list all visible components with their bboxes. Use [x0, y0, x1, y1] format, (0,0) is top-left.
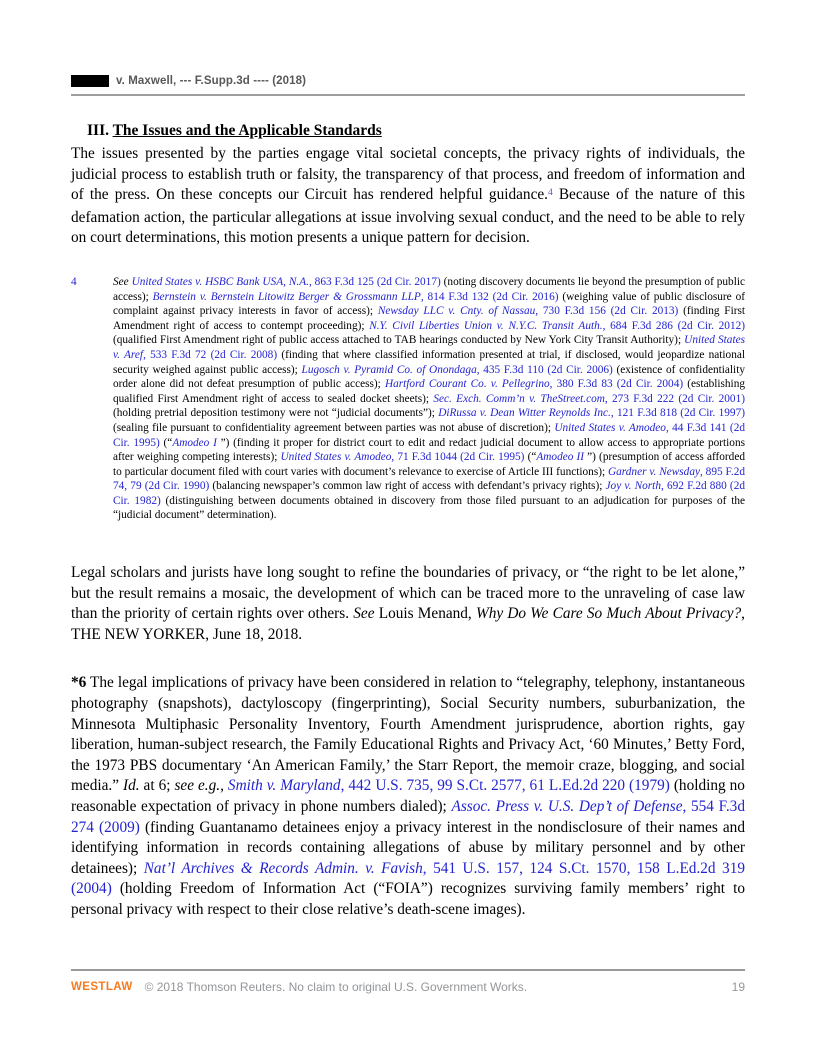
text-run: (“ [524, 451, 537, 464]
text-run: Because of the nature of this defamation action, the particular allegations at issue involving sexual conduct, and the need to be able to rely on court determinations, this motion presents a unique pattern for decision. [71, 186, 745, 247]
citation-link[interactable]: Bernstein v. Bernstein Litowitz Berger & Grossmann LLP [152, 290, 421, 303]
citation-link[interactable]: Sec. Exch. Comm’n v. TheStreet.com [433, 392, 605, 405]
text-run: (distinguishing between documents obtained in discovery from those filed pursuant to an adjudication for purposes of the “judicial document” determination). [113, 494, 745, 522]
citation-link[interactable]: , 273 F.3d 222 (2d Cir. 2001) [604, 392, 745, 405]
text-run: (qualified First Amendment right of public access attached to TAB hearings conducted by New York City Transit Authority); [113, 334, 685, 347]
citation-link[interactable]: Gardner v. Newsday [607, 465, 700, 478]
text-run: (balancing newspaper’s common law right of access with defendant’s privacy rights); [209, 480, 606, 493]
citation-link[interactable]: , 533 F.3d 72 (2d Cir. 2008) [143, 348, 278, 361]
text-run: (finding First Amendment right of access to contempt proceeding); [113, 305, 746, 332]
text-run: The issues presented by the parties engage vital societal concepts, the privacy rights of individuals, the judicial process to establish truth or falsity, the transparency of that process, and freedom of information and of the press. On these concepts our Circuit has rendered helpful guidance. [71, 145, 745, 204]
text-run: (noting discovery documents lie beyond the presumption of public access); [113, 275, 745, 303]
text-run: ”) (presumption of access afforded to particular document filed with court varies with document’s relevance to exercise of Article III functions); [113, 451, 745, 478]
citation-link[interactable]: Joy v. North [605, 480, 661, 493]
text-run: See [113, 275, 132, 288]
text-run: (holding pretrial deposition testimony were not “judicial documents”); [113, 407, 439, 420]
case-citation-header: v. Maxwell, --- F.Supp.3d ---- (2018) [116, 75, 307, 87]
citation-link[interactable]: , 435 F.3d 110 (2d Cir. 2006) [476, 363, 613, 376]
citation-link[interactable]: Amodeo II [536, 451, 585, 464]
citation-link[interactable]: , 692 F.2d 880 (2d Cir. 1982) [113, 480, 745, 507]
footnote-ref[interactable]: 4 [547, 187, 553, 198]
paragraph-star6 [71, 673, 745, 920]
text-run: at 6; [139, 777, 175, 795]
paragraph-legal-scholars [71, 563, 745, 645]
citation-link[interactable]: United States v. Amodeo [280, 451, 392, 464]
redacted-party-name [71, 75, 109, 87]
citation-link[interactable]: DiRussa v. Dean Witter Reynolds Inc. [438, 407, 611, 420]
text-run: (weighing value of public disclosure of complaint against privacy interests in favor of access); [113, 290, 745, 318]
copyright-notice: © 2018 Thomson Reuters. No claim to original U.S. Government Works. [144, 980, 528, 994]
citation-link[interactable]: , 684 F.3d 286 (2d Cir. 2012) [602, 319, 745, 332]
text-run: Id. [122, 777, 140, 795]
citation-link[interactable]: , 541 U.S. 157, 124 S.Ct. 1570, 158 L.Ed.2d 319 (2004) [71, 859, 745, 898]
citation-link[interactable]: , 554 F.3d 274 (2009) [71, 798, 745, 836]
section-numeral: III. [87, 122, 109, 139]
text-run: ”) (finding it proper for district court to edit and redact judicial document to allow access to appropriate portions after weighing competing interests); [113, 436, 745, 464]
footnote-block [71, 275, 745, 523]
text-run: (sealing file pursuant to confidentiality agreement between parties was not abuse of discretion); [113, 421, 555, 434]
citation-link[interactable]: Assoc. Press v. U.S. Dep’t of Defense [451, 798, 683, 815]
text-run: , THE NEW YORKER, June 18, 2018. [71, 605, 745, 643]
text-run: (existence of confidentiality order alone did not defeat presumption of public access); [113, 363, 745, 391]
section-heading [87, 122, 745, 140]
citation-link[interactable]: Lugosch v. Pyramid Co. of Onondaga [301, 363, 477, 376]
paragraph-intro [71, 144, 745, 249]
text-run: (holding Freedom of Information Act (“FOIA”) recognizes surviving family members’ right to personal privacy with respect to their close relative’s death-scene images). [71, 880, 745, 918]
footnote-text [113, 275, 745, 523]
citation-link[interactable]: Hartford Courant Co. v. Pellegrino [384, 378, 550, 391]
text-run: (finding that where classified information presented at trial, if disclosed, would jeopardize national security weighed against public access); [113, 348, 745, 376]
citation-link[interactable]: , 730 F.3d 156 (2d Cir. 2013) [535, 305, 679, 318]
citation-link[interactable]: , 895 F.2d 74, 79 (2d Cir. 1990) [113, 465, 745, 493]
citation-link[interactable]: , 380 F.3d 83 (2d Cir. 2004) [549, 378, 684, 391]
westlaw-logo: WESTLAW [71, 981, 133, 993]
text-run: The legal implications of privacy have been considered in relation to “telegraphy, telephony, instantaneous photography (snapshots), dactyloscopy (fingerprinting), Social Security numbers, suburbanization, the Minnesota Multiphasic Personality Inventory, Fourth Amendment jurisprudence, abortion rights, gay liberation, human-subject research, the Family Educational Rights and Privacy Act, ‘60 Minutes,’ Betty Ford, the 1973 PBS documentary ‘An American Family,’ the Starr Report, the memoir craze, blogging, and social media.” [71, 674, 745, 795]
text-run: Why Do We Care So Much About Privacy? [475, 605, 742, 623]
footnote-number[interactable]: 4 [71, 275, 77, 288]
page-number: 19 [731, 980, 745, 994]
text-run: Legal scholars and jurists have long sought to refine the boundaries of privacy, or “the right to be let alone,” but the result remains a mosaic, the development of which can be traced more to the unraveling of case law than the priority of certain rights over others. [71, 564, 745, 623]
citation-link[interactable]: Smith v. Maryland [227, 777, 341, 795]
citation-link[interactable]: United States v. Amodeo [554, 421, 666, 434]
text-run: Louis Menand, [374, 605, 476, 623]
citation-link[interactable]: Amodeo I [172, 436, 217, 449]
text-run: (“ [159, 436, 173, 449]
section-title: The Issues and the Applicable Standards [112, 122, 382, 139]
citation-link[interactable]: , 863 F.3d 125 (2d Cir. 2017) [308, 275, 441, 288]
text-run: see e.g., [174, 777, 224, 795]
text-run: (establishing qualified First Amendment right of access to sealed docket sheets); [113, 378, 745, 405]
text-run: See [353, 605, 375, 623]
document-footer [71, 969, 745, 994]
citation-link[interactable]: , 71 F.3d 1044 (2d Cir. 1995) [391, 451, 525, 464]
document-body [71, 122, 745, 921]
citation-link[interactable]: Nat’l Archives & Records Admin. v. Favish [143, 859, 423, 877]
citation-link[interactable]: , 44 F.3d 141 (2d Cir. 1995) [113, 421, 745, 449]
text-run: *6 [71, 674, 87, 692]
citation-link[interactable]: , 814 F.3d 132 (2d Cir. 2016) [420, 290, 559, 303]
text-run: (holding no reasonable expectation of privacy in phone numbers dialed); [71, 777, 745, 815]
citation-link[interactable]: , 121 F.3d 818 (2d Cir. 1997) [610, 407, 745, 420]
citation-link[interactable]: United States v. HSBC Bank USA, N.A. [131, 275, 309, 288]
citation-link[interactable]: , 442 U.S. 735, 99 S.Ct. 2577, 61 L.Ed.2d 220 (1979) [340, 777, 670, 795]
text-run: (finding Guantanamo detainees enjoy a privacy interest in the nondisclosure of their names and identifying information in records containing allegations of abuse by military personnel and by other detainees); [71, 818, 745, 877]
citation-link[interactable]: N.Y. Civil Liberties Union v. N.Y.C. Transit Auth. [369, 319, 603, 332]
document-header [71, 75, 745, 96]
citation-link[interactable]: United States v. Aref [113, 334, 745, 361]
citation-link[interactable]: Newsday LLC v. Cnty. of Nassau [377, 305, 536, 318]
